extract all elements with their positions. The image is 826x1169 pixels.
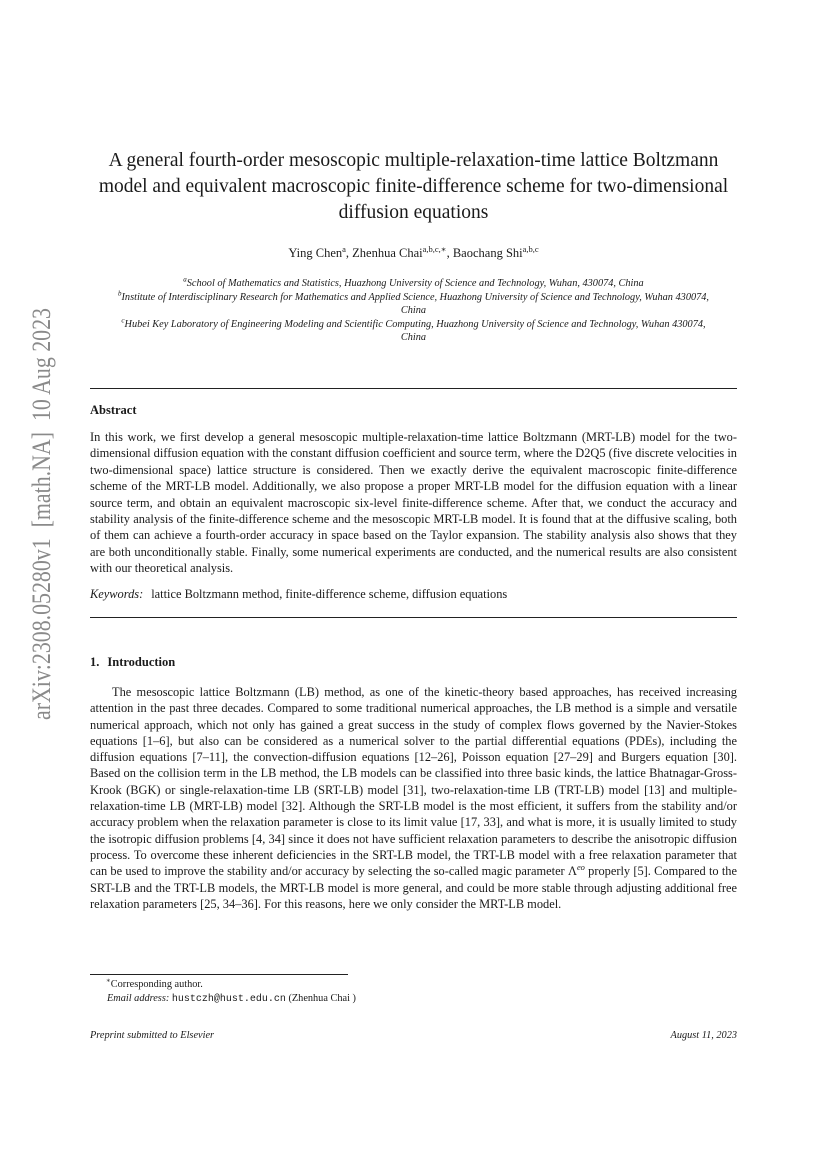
footnote bbox=[90, 978, 356, 1006]
math-symbol-superscript: eo bbox=[576, 862, 585, 873]
author-name: Ying Chen bbox=[288, 246, 343, 260]
abstract-text: In this work, we first develop a general mesoscopic multiple-relaxation-time lattice Boltzmann (MRT-LB) model for the two-dimensional diffusion equation with the constant diffusion coefficient and source term, where the D2Q5 (five discrete velocities in two-dimensional space) lattice structure is considered. Then we exactly derive the equivalent macroscopic finite-difference scheme of the MRT-LB model. Additionally, we also propose a proper MRT-LB model for the diffusion equation with a linear source term, and obtain an equivalent macroscopic six-level finite-difference scheme. After that, we conduct the accuracy and stability analysis of the finite-difference scheme and the mesoscopic MRT-LB model. It is found that at the diffusive scaling, both of them can achieve a fourth-order accuracy in space based on the Taylor expansion. The stability analysis also shows that they are both unconditionally stable. Finally, some numerical experiments are conducted, and the numerical results are also consistent with our theoretical analysis. bbox=[90, 430, 737, 576]
arxiv-stamp-text: arXiv:2308.05280v1 [math.NA] 10 Aug 2023 bbox=[26, 220, 56, 720]
footer-preprint-note: Preprint submitted to Elsevier bbox=[90, 1030, 215, 1041]
affiliation-continuation: China bbox=[400, 332, 427, 343]
author-separator: , bbox=[446, 246, 453, 260]
math-symbol: Λ bbox=[567, 864, 577, 879]
paper-title: A general fourth-order mesoscopic multiple-relaxation-time lattice Boltzmann model and equivalent macroscopic finite-difference scheme for two-dimensional diffusion equations bbox=[98, 150, 729, 223]
affiliation-continuation: China bbox=[400, 305, 427, 316]
abstract-top-rule bbox=[90, 388, 737, 389]
author-affiliation-mark: a,b,c bbox=[522, 243, 539, 254]
footnote-line bbox=[90, 978, 356, 992]
author-name: Baochang Shi bbox=[452, 246, 523, 260]
email-label: Email address: bbox=[107, 992, 170, 1004]
footer-date: August 11, 2023 bbox=[670, 1030, 737, 1041]
author-separator: , bbox=[345, 246, 353, 260]
keywords-text: lattice Boltzmann method, finite-difference scheme, diffusion equations bbox=[151, 587, 508, 601]
affiliation bbox=[90, 291, 737, 305]
paragraph-text: The mesoscopic lattice Boltzmann (LB) method, as one of the kinetic-theory based approaches, has received increasing attention in the past three decades. Compared to some traditional numerical approaches, the LB method is a simple and versatile numerical approach, which not only has gained a great success in the study of complex flows governed by the Navier-Stokes equations [1–6], but also can be considered as a numerical solver to the partial differential equations (PDEs), including the diffusion equations [7–11], the convection-diffusion equations [12–26], Poisson equation [27–29] and Burgers equation [30]. Based on the collision term in the LB method, the LB models can be classified into three basic kinds, the lattice Bhatnagar-Gross-Krook (BGK) or single-relaxation-time LB (SRT-LB) model [31], two-relaxation-time LB (TRT-LB) model [13] and multiple-relaxation-time LB (MRT-LB) model [32]. Although the SRT-LB model is the most efficient, it suffers from the stability and/or accuracy problem when the relaxation parameter is close to its limit value [17, 33], and what is more, it is usually limited to study the isotropic diffusion problems [4, 34] since it does not have sufficient relaxation parameters to describe the anisotropic diffusion process. To overcome these inherent deficiencies in the SRT-LB model, the TRT-LB model with a free relaxation parameter that can be used to improve the stability and/or accuracy by selecting the so-called magic parameter bbox=[90, 685, 737, 879]
footnote-rule bbox=[90, 974, 348, 975]
arxiv-stamp bbox=[0, 0, 70, 1169]
abstract-heading: Abstract bbox=[90, 403, 137, 417]
affiliation bbox=[90, 277, 737, 291]
email-link[interactable]: hustczh@hust.edu.cn bbox=[171, 993, 286, 1005]
author-affiliation-mark: a,b,c,∗ bbox=[422, 243, 447, 254]
author-affiliation-mark: a bbox=[342, 243, 346, 254]
author-list bbox=[90, 243, 737, 261]
affiliation-text: Institute of Interdisciplinary Research for Mathematics and Applied Science, Huazhong University of Science and Technology, Wuhan 430074, bbox=[121, 291, 709, 303]
author-name: Zhenhua Chai bbox=[352, 246, 423, 260]
introduction-paragraph bbox=[90, 684, 737, 912]
footnote-mark: ∗ bbox=[106, 976, 111, 985]
affiliation-mark: a bbox=[183, 275, 187, 284]
affiliation-mark: c bbox=[121, 316, 125, 325]
section-heading bbox=[90, 655, 175, 670]
keywords-label: Keywords: bbox=[90, 587, 144, 601]
footnote-line bbox=[90, 992, 356, 1007]
affiliation-mark: b bbox=[118, 289, 122, 298]
affiliations bbox=[90, 277, 737, 345]
keywords bbox=[90, 587, 507, 602]
affiliation-text: Hubei Key Laboratory of Engineering Modeling and Scientific Computing, Huazhong University of Science and Technology, Wuhan 430074, bbox=[124, 318, 706, 330]
affiliation bbox=[90, 318, 737, 332]
abstract-bottom-rule bbox=[90, 617, 737, 618]
arxiv-stamp-graphic bbox=[0, 0, 70, 1169]
email-owner: (Zhenhua Chai ) bbox=[288, 992, 356, 1004]
footnote-corresponding: Corresponding author. bbox=[110, 979, 203, 990]
section-number: 1. bbox=[90, 655, 100, 669]
section-title: Introduction bbox=[107, 655, 176, 669]
paragraph-text: properly [5]. Compared to the SRT-LB and the TRT-LB models, the MRT-LB model is more general, and could be more stable through adjusting additional free relaxation parameters [25, 34–36]. For this reasons, here we only consider the MRT-LB model. bbox=[90, 864, 737, 911]
affiliation-text: School of Mathematics and Statistics, Huazhong University of Science and Technology, Wuhan, 430074, China bbox=[186, 278, 644, 289]
